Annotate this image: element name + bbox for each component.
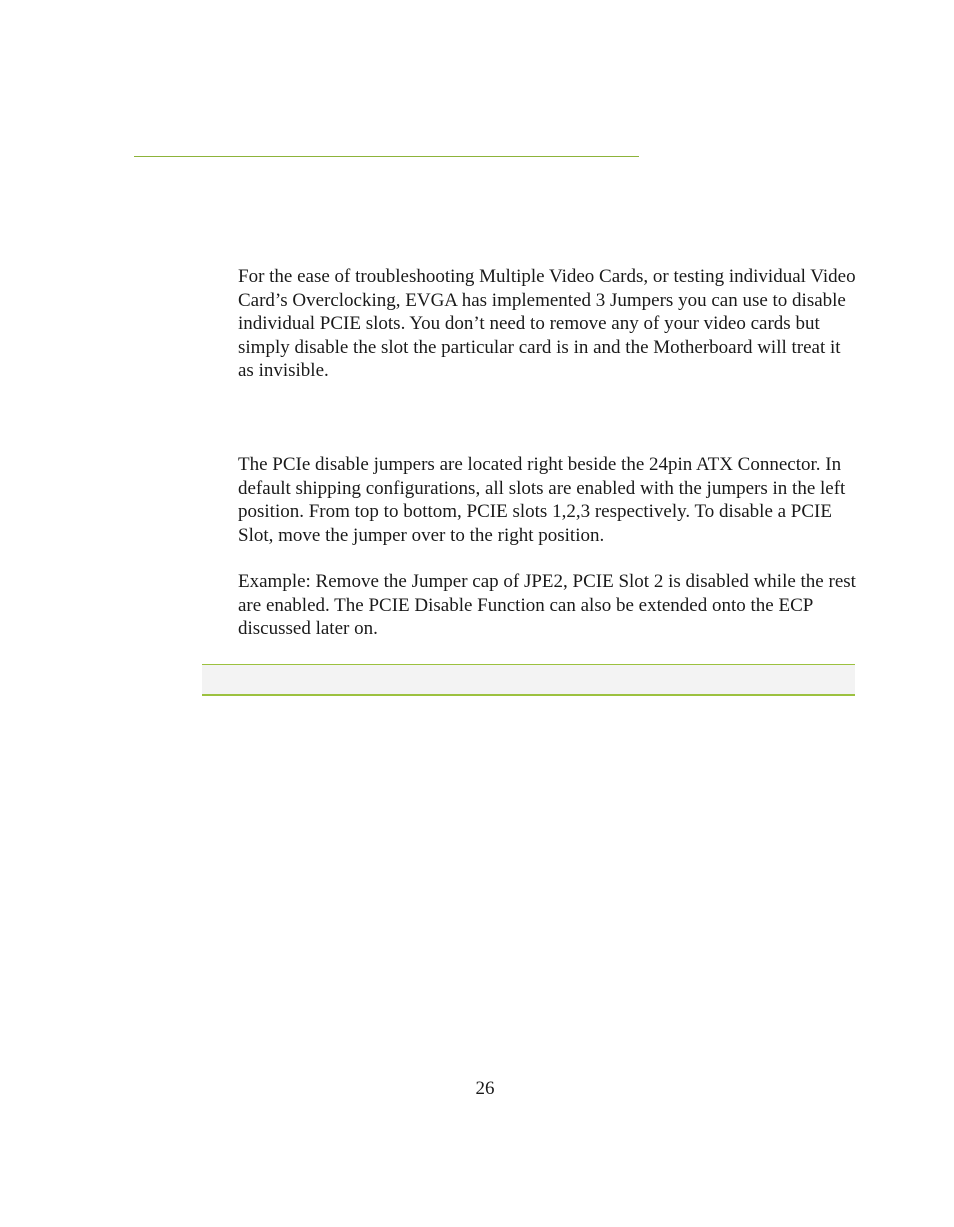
- intro-paragraph: For the ease of troubleshooting Multiple Video Cards, or testing individual Video Card’s Overclocking, EVGA has implemented 3 Jumpers you can use to disable individual PCIE slots. You don’t need to remove any of your video cards but simply disable the slot the particular card is in and the Motherboard will treat it as invisible.: [238, 266, 856, 381]
- page-number: 26: [475, 1078, 495, 1099]
- header-rule: [134, 156, 639, 157]
- example-paragraph: Example: Remove the Jumper cap of JPE2, PCIE Slot 2 is disabled while the rest are enabled. The PCIE Disable Function can also be extended onto the ECP discussed later on.: [238, 571, 856, 639]
- note-box: [202, 664, 855, 696]
- jumper-location-paragraph: The PCIe disable jumpers are located right beside the 24pin ATX Connector. In default shipping configurations, all slots are enabled with the jumpers in the left position. From top to bottom, PCIE slots 1,2,3 respectively. To disable a PCIE Slot, move the jumper over to the right position.: [238, 454, 846, 546]
